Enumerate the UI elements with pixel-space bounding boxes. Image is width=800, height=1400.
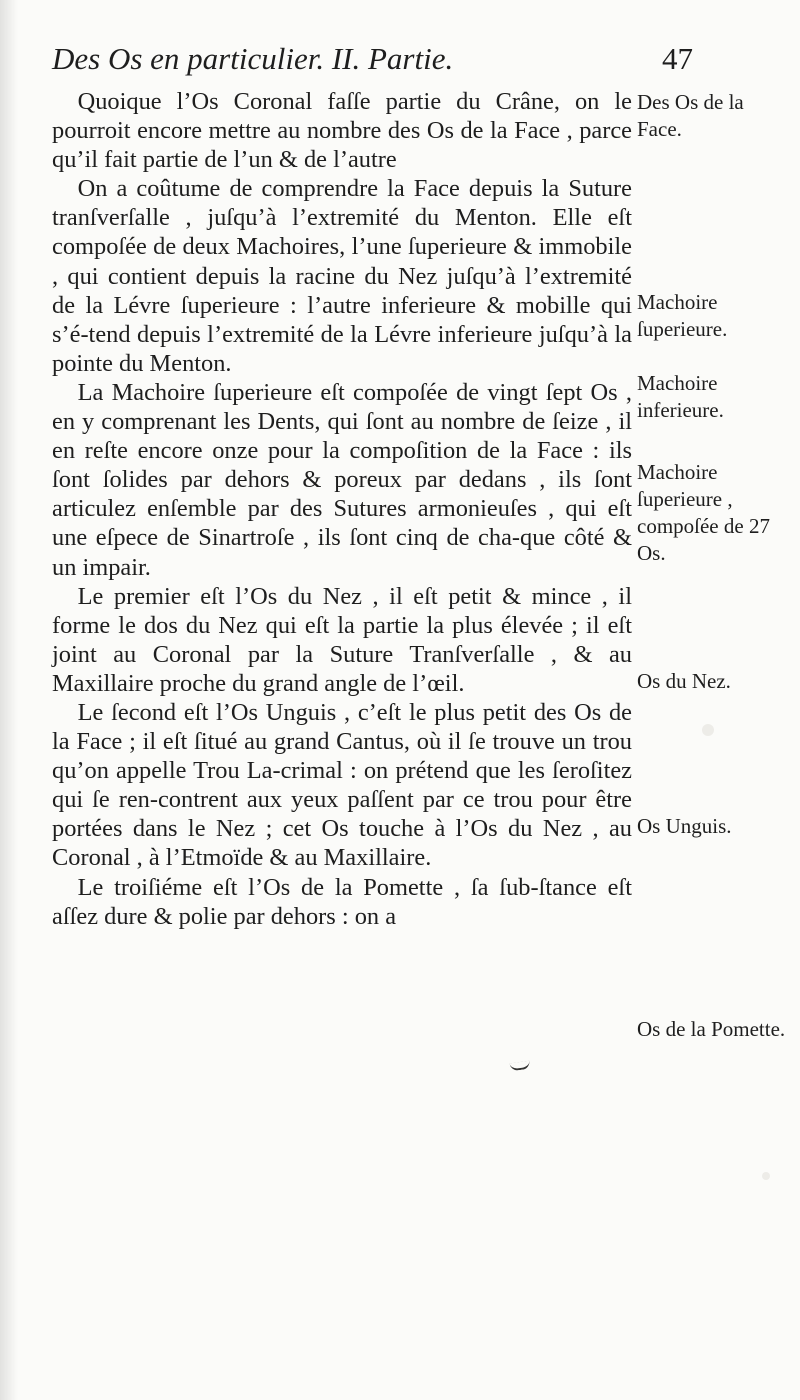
ink-mark [510,1061,531,1072]
paragraph-cheek-bone: Le troiſiéme eſt l’Os de la Pomette , ſa ſub-ſtance eſt aſſez dure & polie par dehors : on a [52,873,632,930]
page-gutter-shadow [0,0,18,1400]
margin-note-cheek-bone: Os de la Pomette. [637,1017,786,1041]
margin-note-lower-jaw: Machoire inferieure. [637,371,724,422]
paper-speck [702,724,714,736]
running-header [52,38,712,80]
margin-note-face-bones: Des Os de la Face. [637,90,744,141]
margin-note-upper-jaw: Machoire ſuperieure. [637,290,728,341]
paragraph-nasal-bone: Le premier eſt l’Os du Nez , il eſt petit & mince , il forme le dos du Nez qui eſt la partie la plus élevée ; il eſt joint au Coronal par la Suture Tranſverſalle , & au Maxillaire proche du grand angle de l’œil. [52,582,632,697]
paragraph-coronal: Quoique l’Os Coronal faſſe partie du Crâne, on le pourroit encore mettre au nombre des Os de la Face , parce qu’il fait partie de l’un & de l’autre [52,88,632,174]
margin-note-unguis-bone: Os Unguis. [637,814,732,838]
running-title: Des Os en particulier. II. Partie. [52,41,454,76]
paragraph-face-definition: On a coûtume de comprendre la Face depuis la Suture tranſverſalle , juſqu’à l’extremité du Menton. Elle eſt compoſée de deux Machoires, l’une ſuperieure & immobile , qui contient depuis la racine du Nez juſqu’à l’extremité de la Lévre ſuperieure : l’autre inferieure & mobille qui s’é-tend depuis l’extremité de la Lévre inferieure juſqu’à la pointe du Menton. [52,175,632,377]
paragraph-upper-jaw: La Machoire ſuperieure eſt compoſée de vingt ſept Os , en y comprenant les Dents, qui ſont au nombre de ſeize , il en reſte encore onze pour la compoſition de la Face : ils ſont ſolides par dehors & poreux par dedans , ils ſont articulez enſemble par des Sutures armonieuſes , qui eſt une eſpece de Sinartroſe , ils ſont cinq de cha-que côté & un impair. [52,378,632,581]
margin-note-nasal-bone: Os du Nez. [637,669,731,693]
page-number: 47 [662,41,693,76]
paper-speck [762,1172,770,1180]
paragraph-unguis-bone: Le ſecond eſt l’Os Unguis , c’eſt le plus petit des Os de la Face ; il eſt ſitué au grand Cantus, où il ſe trouve un trou qu’on appelle Trou La-crimal : on prétend que les ſeroſitez qui ſe ren-contrent aux yeux paſſent par ce trou pour être portées dans le Nez ; cet Os touche à l’Os du Nez , au Coronal , à l’Etmoïde & au Maxillaire. [52,698,632,872]
margin-note-upper-jaw-composition: Machoire ſuperieure , compoſée de 27 Os. [637,460,770,565]
main-text-column [52,87,632,931]
